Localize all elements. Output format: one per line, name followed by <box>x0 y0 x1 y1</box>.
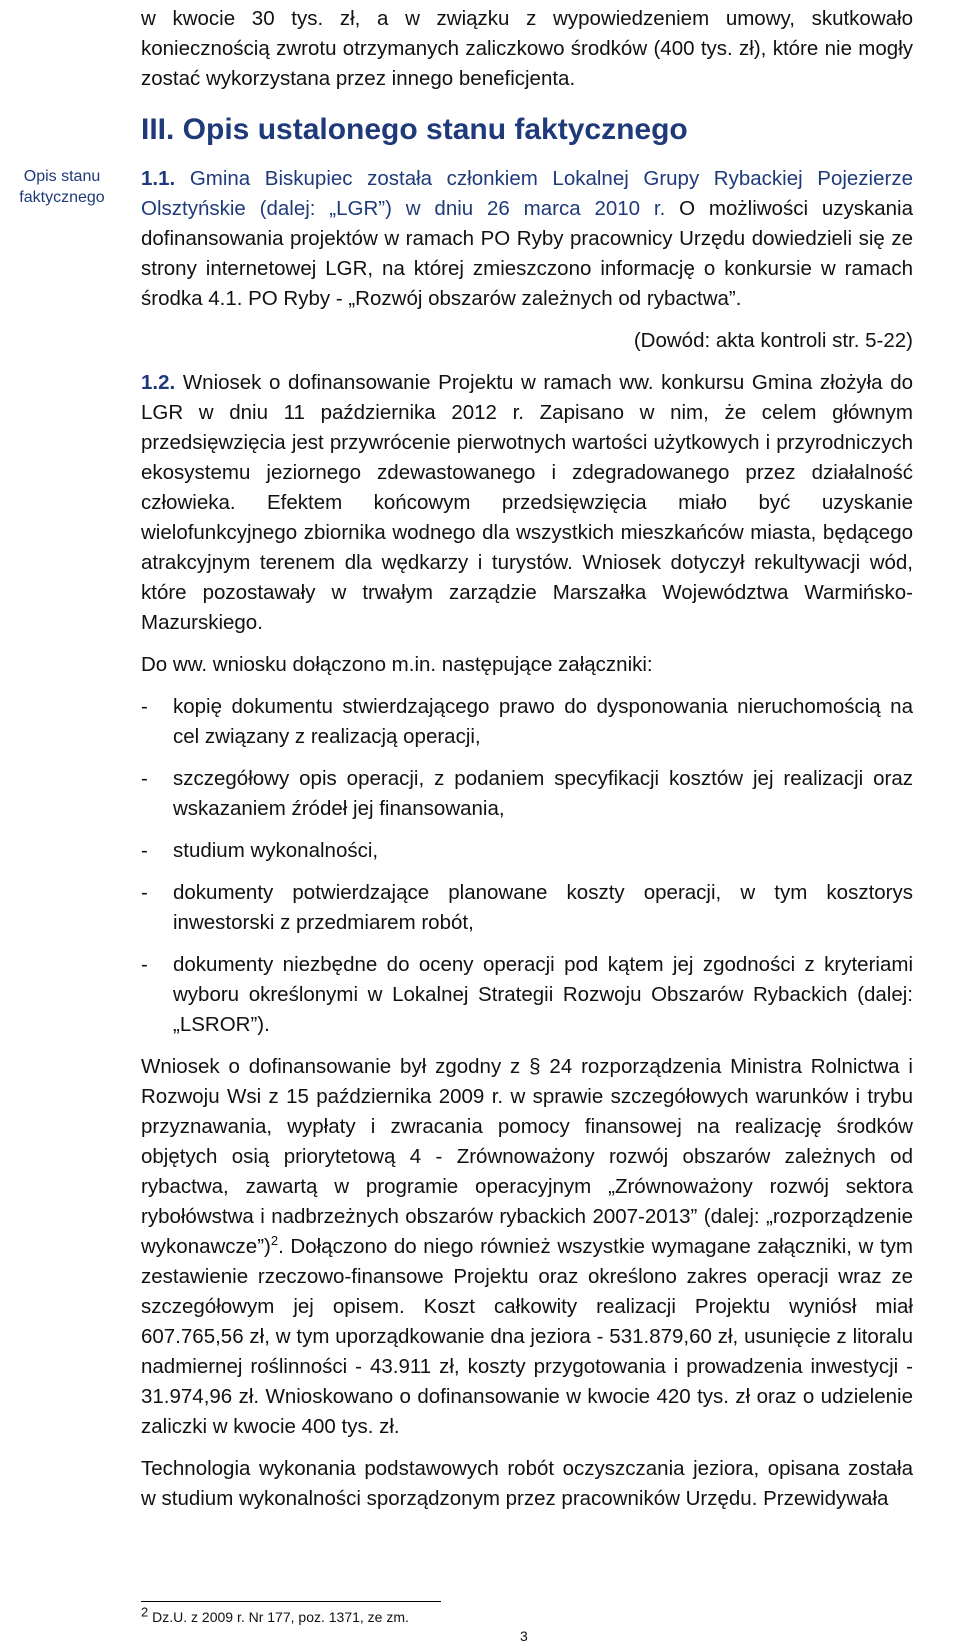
main-text <box>141 4 913 1514</box>
margin-note-line1: Opis stanu <box>23 168 101 185</box>
attachments-intro: Do ww. wniosku dołączono m.in. następujące załączniki: <box>141 653 653 676</box>
paragraph-text: Wniosek o dofinansowanie Projektu w ramach ww. konkursu Gmina złożyła do LGR w dniu 11 października 2012 r. Zapisano w nim, że celem głównym przedsięwzięcia jest przywrócenie pierwotnych wartości użytkowych i przyrodniczych ekosystemu jeziornego zdewastowanego i zdegradowanego przez działalność człowieka. Efektem końcowym przedsięwzięcia miało być uzyskanie wielofunkcyjnego zbiornika wodnego dla wszystkich mieszkańców miasta, będącego atrakcyjnym terenem dla wędkarzy i turystów. Wniosek dotyczył rekultywacji wód, które pozostawały w trwałym zarządzie Marszałka Województwa Warmińsko-Mazurskiego. <box>141 371 913 634</box>
list-dash: - <box>141 695 148 718</box>
footnote-mark: 2 <box>141 1604 149 1620</box>
margin-note-line2: faktycznego <box>19 189 105 206</box>
list-item: - dokumenty niezbędne do oceny operacji pod kątem jej zgodności z kryteriami wyboru określonymi w Lokalnej Strategii Rozwoju Obszarów Rybackich (dalej: „LSROR”). <box>141 950 913 1040</box>
paragraph-regulation: Wniosek o dofinansowanie był zgodny z § 24 rozporządzenia Ministra Rolnictwa i Rozwoju Wsi z 15 października 2009 r. w sprawie szczegółowych warunków i trybu przyznawania, wypłaty i zwracania pomocy finansowej na realizację środków objętych osią priorytetową 4 - Zrównoważony rozwój obszarów zależnych od rybactwa, zawartą w programie operacyjnym „Zrównoważony rozwój sektora rybołówstwa i nadbrzeżnych obszarów rybackich 2007-2013” (dalej: „rozporządzenie wykonawcze”)$^2$. Dołączono do niego również wszystkie wymagane załączniki, w tym zestawienie rzeczowo-finansowe Projektu oraz określono zakres operacji wraz ze szczegółowym jej opisem. Koszt całkowity realizacji Projektu wyniósł miał 607.765,56 zł, w tym uporządkowanie dna jeziora - 531.879,60 zł, usunięcie z litoralu nadmiernej roślinności - 43.911 zł, koszty przygotowania i prowadzenia inwestycji - 31.974,96 zł. Wnioskowano o dofinansowanie w kwocie 420 tys. zł oraz o udzielenie zaliczki w kwocie 400 tys. zł. <box>141 1055 913 1438</box>
continued-paragraph: w kwocie 30 tys. zł, a w związku z wypowiedzeniem umowy, skutkowało koniecznością zwrotu otrzymanych zaliczkowo środków (400 tys. zł), które nie mogły zostać wykorzystana przez innego beneficjenta. <box>141 7 913 90</box>
list-item: - kopię dokumentu stwierdzającego prawo do dysponowania nieruchomością na cel związany z realizacją operacji, <box>141 692 913 752</box>
paragraph-1-1 <box>141 164 913 314</box>
footnote-text: Dz.U. z 2009 r. Nr 177, poz. 1371, ze zm. <box>152 1609 409 1625</box>
footnote-separator <box>141 1601 441 1602</box>
margin-note <box>0 166 124 208</box>
list-dash: - <box>141 881 148 904</box>
paragraph-1-2 <box>141 368 913 638</box>
section-heading: III. Opis ustalonego stanu faktycznego <box>141 113 688 146</box>
evidence-note: (Dowód: akta kontroli str. 5-22) <box>633 329 913 352</box>
list-item: - studium wykonalności, <box>141 836 913 866</box>
footnote-reference[interactable]: 2 <box>270 1233 279 1249</box>
page-number: 3 <box>520 1628 528 1644</box>
list-dash: - <box>141 839 148 862</box>
paragraph-lead: Gmina Biskupiec została członkiem Lokalnej Grupy Rybackiej Pojezierze Olsztyńskie (dalej: „LGR”) w dniu 26 marca 2010 r. <box>141 167 913 220</box>
footnote <box>141 1604 409 1626</box>
paragraph-number: 1.1. <box>141 167 176 190</box>
paragraph-number: 1.2. <box>141 371 176 394</box>
list-item: - szczegółowy opis operacji, z podaniem specyfikacji kosztów jej realizacji oraz wskazaniem źródeł jej finansowania, <box>141 764 913 824</box>
paragraph-technology: Technologia wykonania podstawowych robót oczyszczania jeziora, opisana została w studium wykonalności sporządzonym przez pracowników Urzędu. Przewidywała <box>141 1457 913 1510</box>
list-item: - dokumenty potwierdzające planowane koszty operacji, w tym kosztorys inwestorski z przedmiarem robót, <box>141 878 913 938</box>
list-dash: - <box>141 767 148 790</box>
attachments-list <box>141 692 913 1040</box>
list-dash: - <box>141 953 148 976</box>
paragraph-text: O możliwości uzyskania dofinansowania projektów w ramach PO Ryby pracownicy Urzędu dowiedzieli się ze strony internetowej LGR, na której zmieszczono informację o konkursie w ramach środka 4.1. PO Ryby - „Rozwój obszarów zależnych od rybactwa”. <box>141 197 913 310</box>
